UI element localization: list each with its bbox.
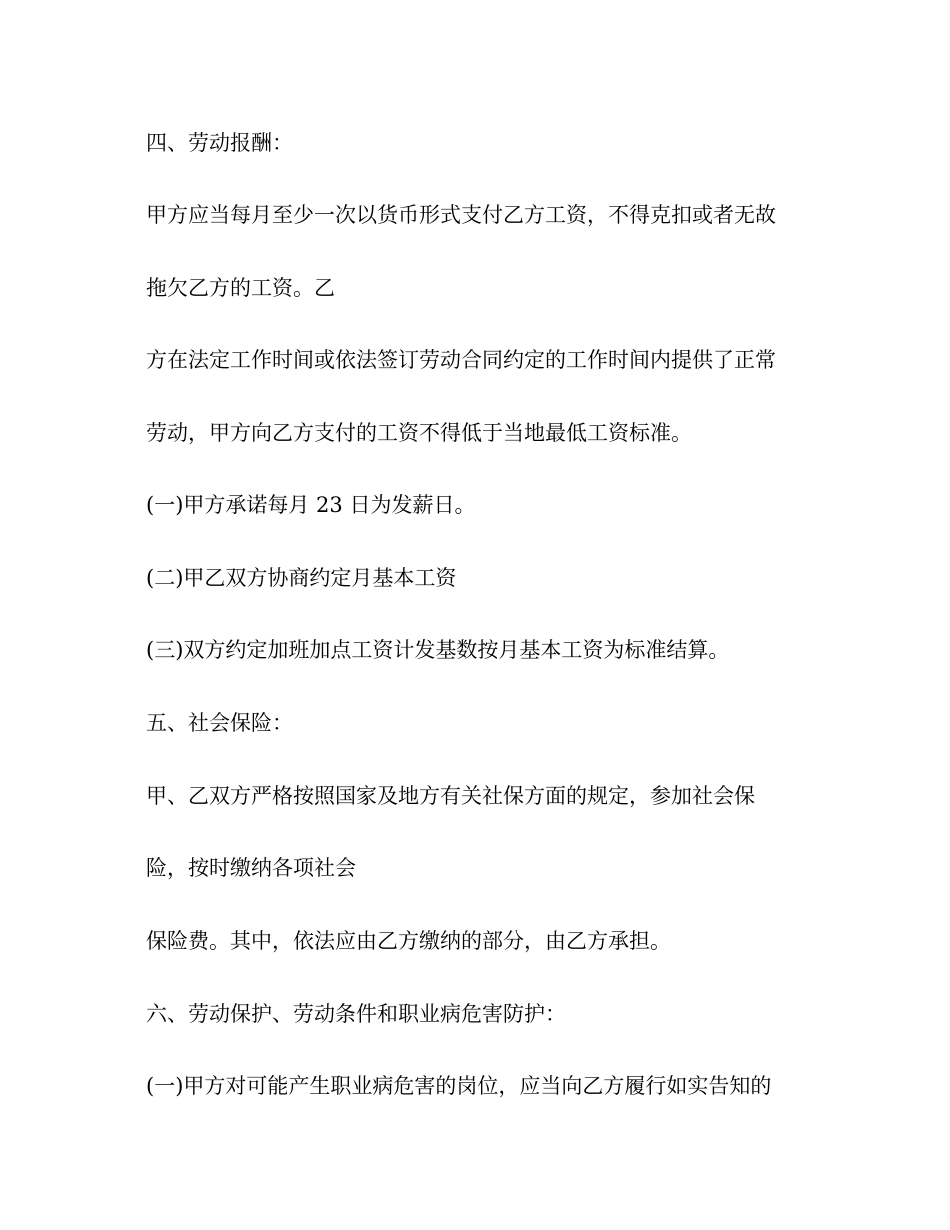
paragraph-line: 甲、乙双方严格按照国家及地方有关社保方面的规定，参加社会保 <box>146 784 755 808</box>
section-heading-labor-protection: 六、劳动保护、劳动条件和职业病危害防护： <box>146 1002 566 1026</box>
paragraph-line: 甲方应当每月至少一次以货币形式支付乙方工资，不得克扣或者无故 <box>146 203 776 227</box>
paragraph-line: 拖欠乙方的工资。乙 <box>146 276 335 300</box>
list-item-base-salary: (二)甲乙双方协商约定月基本工资 <box>146 566 457 590</box>
paragraph-line: 方在法定工作时间或依法签订劳动合同约定的工作时间内提供了正常 <box>146 348 776 372</box>
list-item-occupational-hazard: (一)甲方对可能产生职业病危害的岗位，应当向乙方履行如实告知的 <box>146 1074 772 1098</box>
section-heading-remuneration: 四、劳动报酬： <box>146 131 293 155</box>
paragraph-line: 劳动，甲方向乙方支付的工资不得低于当地最低工资标准。 <box>146 421 692 445</box>
list-item-payday: (一)甲方承诺每月 23 日为发薪日。 <box>146 493 476 517</box>
paragraph-line: 险，按时缴纳各项社会 <box>146 856 356 880</box>
paragraph-line: 保险费。其中，依法应由乙方缴纳的部分，由乙方承担。 <box>146 929 671 953</box>
section-heading-social-insurance: 五、社会保险： <box>146 711 293 735</box>
list-item-overtime: (三)双方约定加班加点工资计发基数按月基本工资为标准结算。 <box>146 638 730 662</box>
